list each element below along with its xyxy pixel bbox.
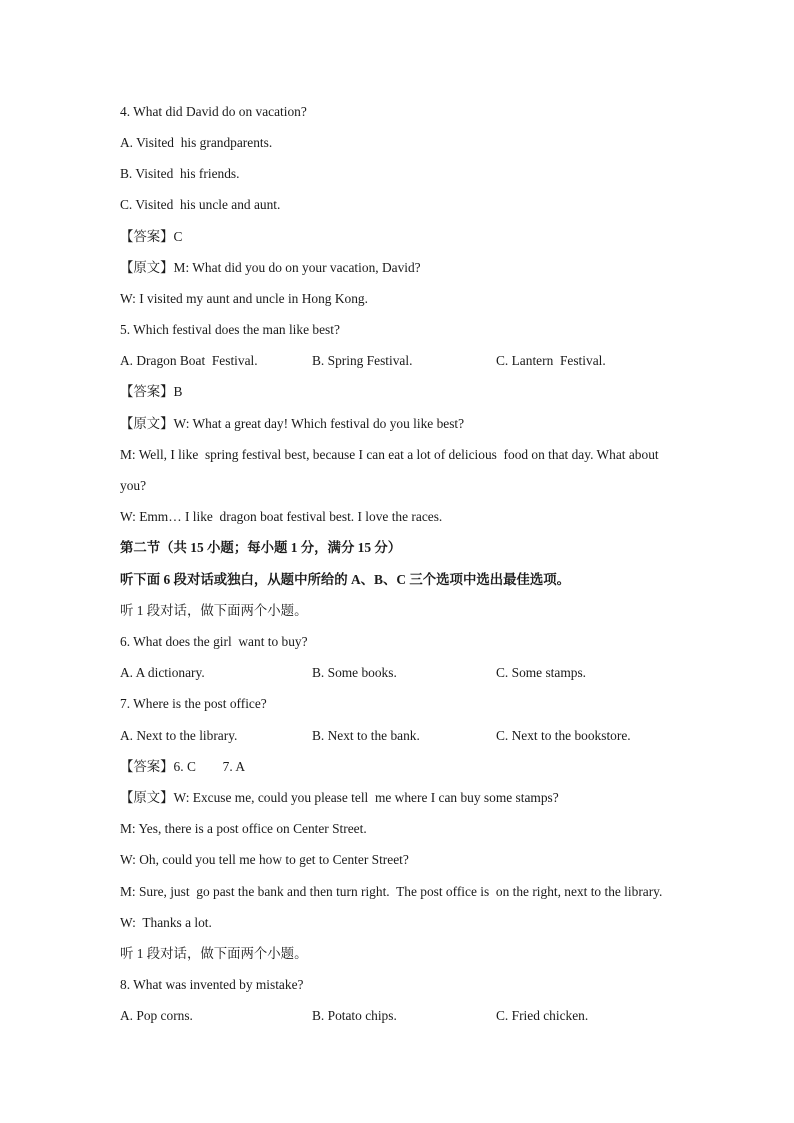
dialogue-intro: 听 1 段对话，做下面两个小题。 [120,603,308,618]
q7-option-a: A. Next to the library. [120,728,238,743]
section-title: 第二节（共 15 小题；每小题 1 分，满分 15 分） [120,540,402,555]
q8-question: 8. What was invented by mistake? [120,977,304,992]
q5-answer: 【答案】B [120,384,183,399]
q5-question: 5. Which festival does the man like best? [120,322,340,337]
q5-transcript-line: M: Well, I like spring festival best, because I can eat a lot of delicious food on that day. What about [120,447,659,462]
dialogue-intro: 听 1 段对话，做下面两个小题。 [120,946,308,961]
q7-question: 7. Where is the post office? [120,696,267,711]
q6-option-a: A. A dictionary. [120,665,205,680]
q4-option-c: C. Visited his uncle and aunt. [120,197,281,212]
section-instruction: 听下面 6 段对话或独白，从题中所给的 A、B、C 三个选项中选出最佳选项。 [120,572,571,587]
q6-7-transcript-line: W: Oh, could you tell me how to get to Center Street? [120,852,409,867]
q6-7-answer: 【答案】6. C 7. A [120,759,245,774]
q6-7-transcript-line: 【原文】W: Excuse me, could you please tell me where I can buy some stamps? [120,790,559,805]
q5-option-b: B. Spring Festival. [312,353,413,368]
q8-option-b: B. Potato chips. [312,1008,397,1023]
q4-transcript-line: 【原文】M: What did you do on your vacation, David? [120,260,421,275]
q8-option-a: A. Pop corns. [120,1008,193,1023]
q4-transcript-line: W: I visited my aunt and uncle in Hong Kong. [120,291,368,306]
q6-7-transcript-line: M: Sure, just go past the bank and then turn right. The post office is on the right, next to the library. [120,884,663,899]
q6-7-transcript-line: W: Thanks a lot. [120,915,212,930]
q5-option-a: A. Dragon Boat Festival. [120,353,258,368]
q4-question: 4. What did David do on vacation? [120,104,307,119]
q4-option-b: B. Visited his friends. [120,166,240,181]
q6-7-transcript-line: M: Yes, there is a post office on Center Street. [120,821,367,836]
q7-option-c: C. Next to the bookstore. [496,728,631,743]
q6-option-b: B. Some books. [312,665,397,680]
q8-option-c: C. Fried chicken. [496,1008,589,1023]
q7-option-b: B. Next to the bank. [312,728,420,743]
q6-option-c: C. Some stamps. [496,665,587,680]
q4-option-a: A. Visited his grandparents. [120,135,273,150]
q6-question: 6. What does the girl want to buy? [120,634,308,649]
q5-transcript-line: you? [120,478,147,493]
q5-transcript-line: 【原文】W: What a great day! Which festival do you like best? [120,416,465,431]
q5-transcript-line: W: Emm… I like dragon boat festival best. I love the races. [120,509,443,524]
q5-option-c: C. Lantern Festival. [496,353,606,368]
q4-answer: 【答案】C [120,229,183,244]
